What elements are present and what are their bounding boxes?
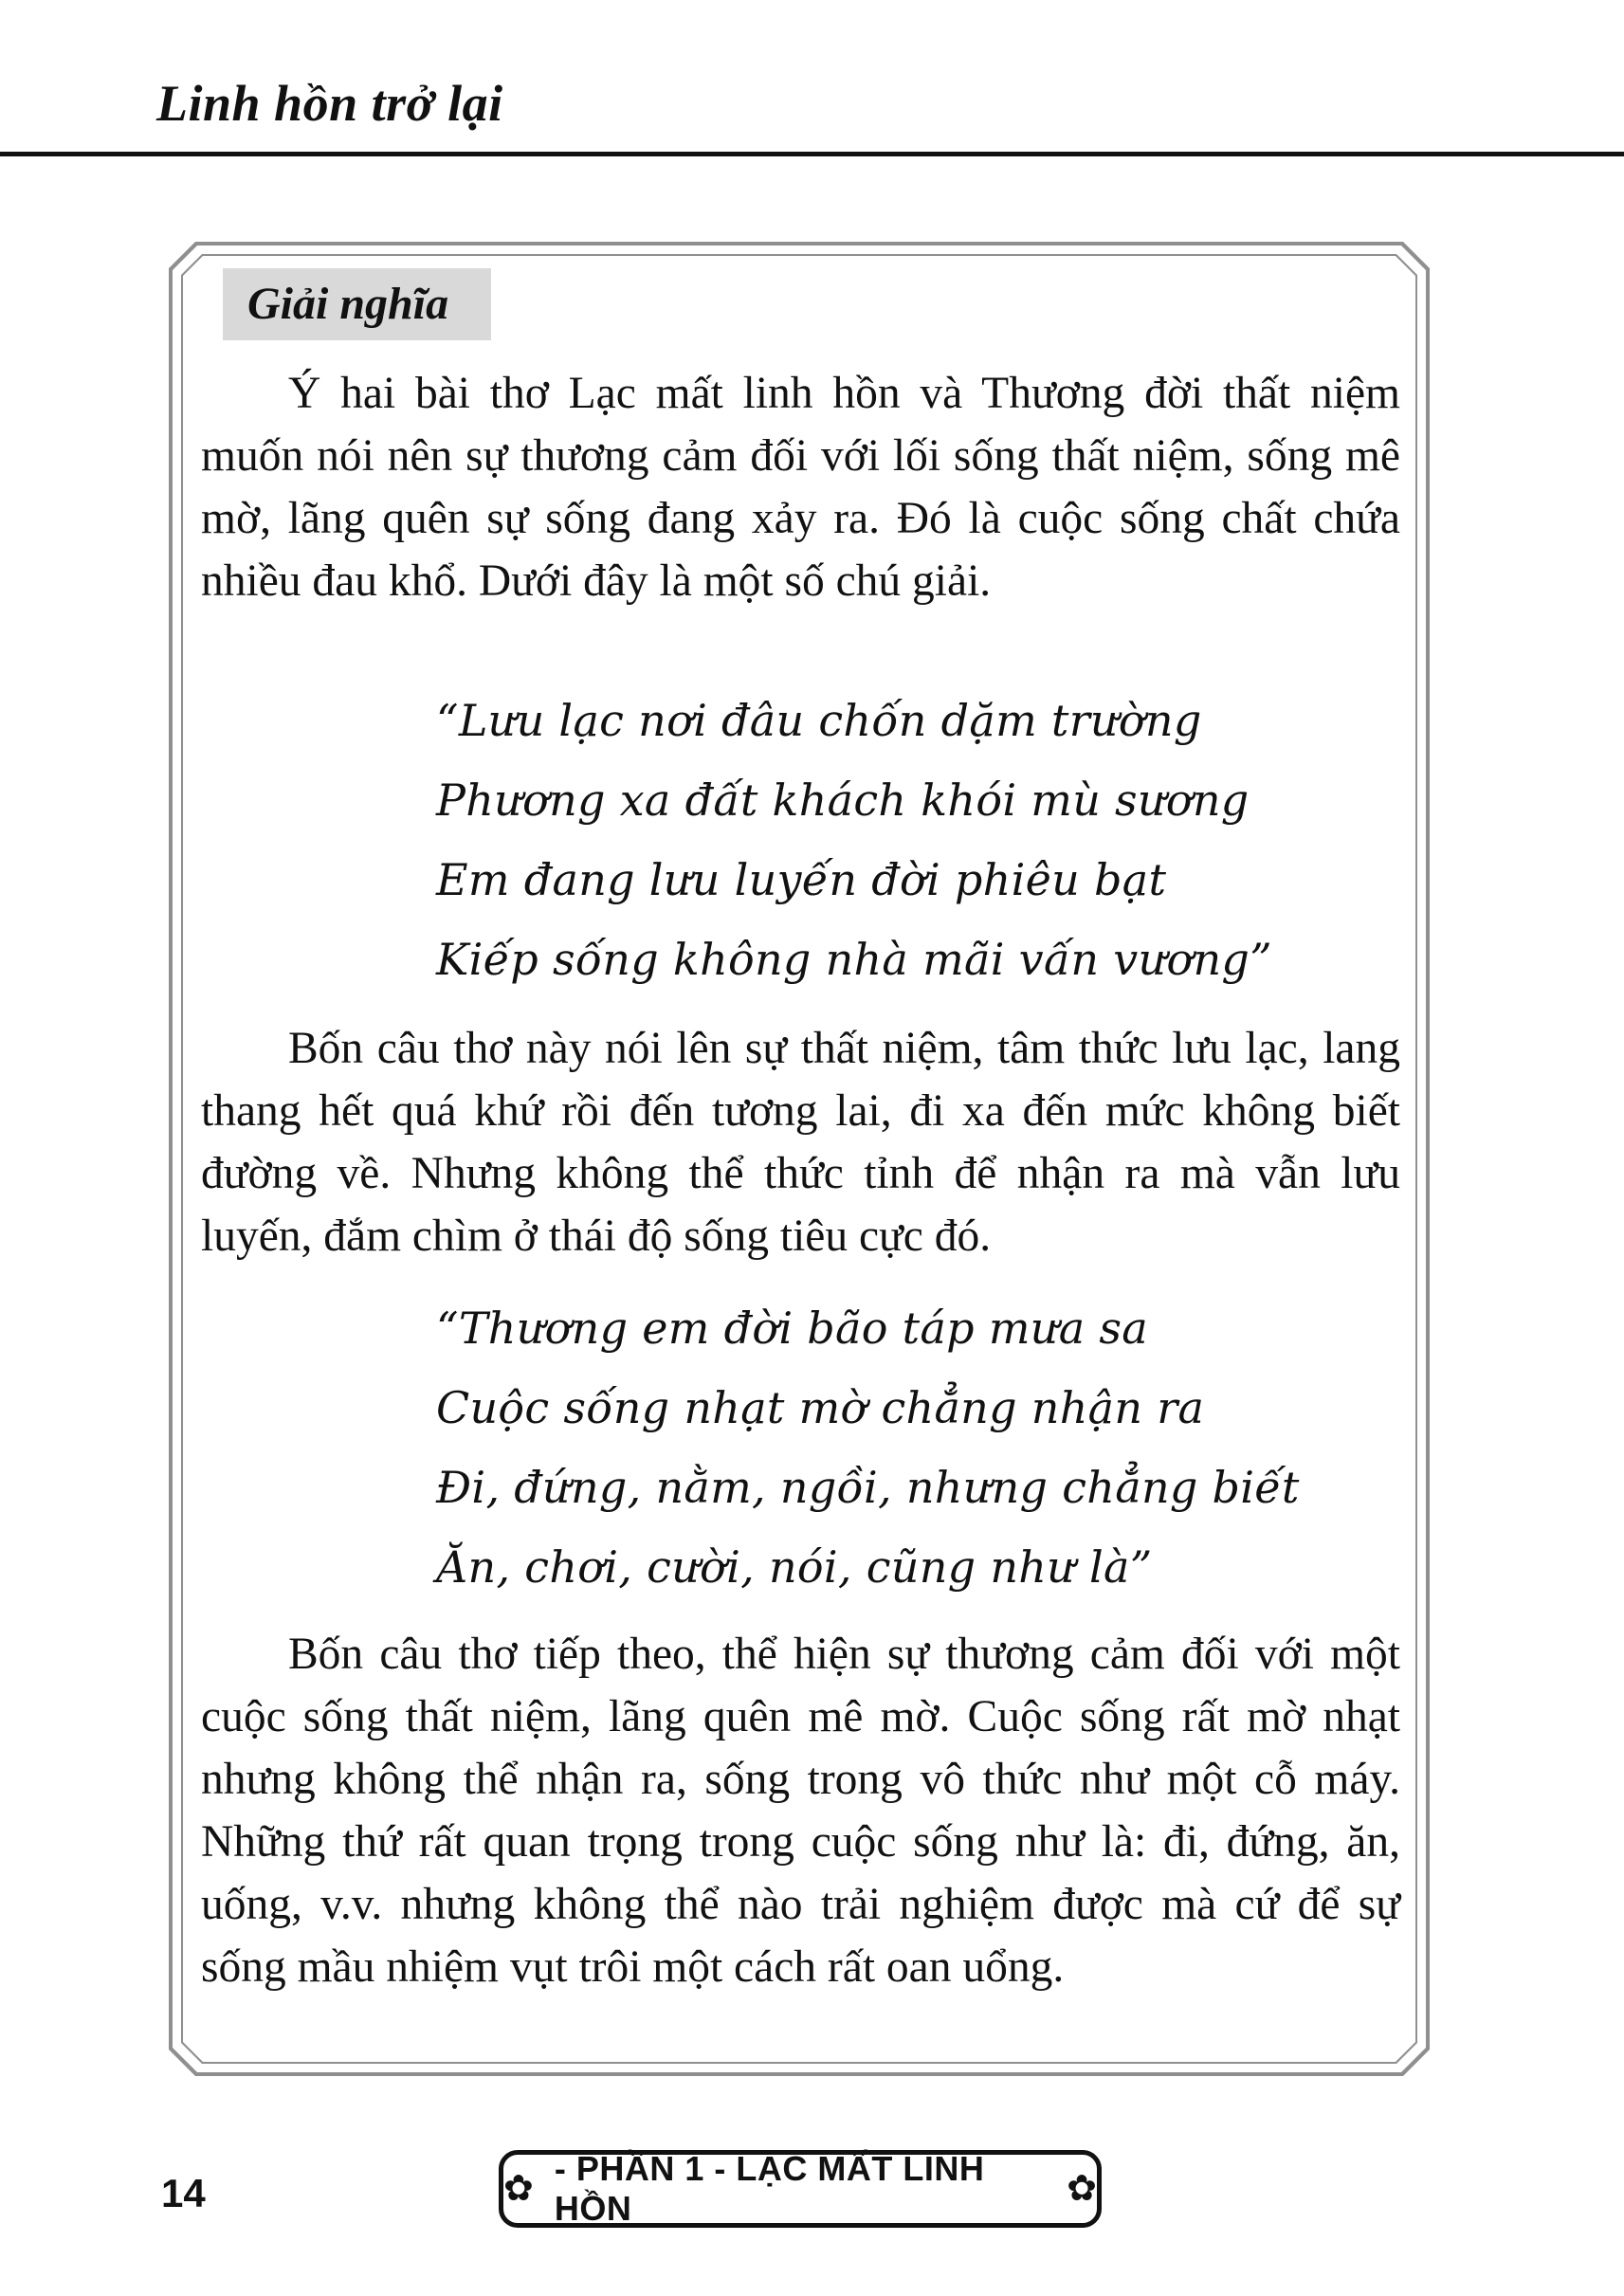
section-label: Giải nghĩa xyxy=(223,268,491,340)
flower-icon: ✿ xyxy=(503,2169,534,2209)
part-badge xyxy=(499,2150,1102,2228)
paragraph-commentary-2: Bốn câu thơ tiếp theo, thể hiện sự thương cảm đối với một cuộc sống thất niệm, lãng quên mê mờ. Cuộc sống rất mờ nhạt nhưng không thể nhận ra, sống trong vô thức như một cỗ máy. Những thứ rất quan trọng trong cuộc sống như là: đi, đứng, ăn, uống, v.v. nhưng không thể nào trải nghiệm được mà cứ để sự sống mầu nhiệm vụt trôi một cách rất oan uổng. xyxy=(201,1630,1400,1992)
part-label: - PHẦN 1 - LẠC MẤT LINH HỒN xyxy=(554,2149,985,2228)
poem-line: Cuộc sống nhạt mờ chẳng nhận ra xyxy=(436,1382,1205,1433)
running-title: Linh hồn trở lại xyxy=(156,75,503,132)
paragraph-intro: Ý hai bài thơ Lạc mất linh hồn và Thương đời thất niệm muốn nói nên sự thương cảm đối với lối sống thất niệm, sống mê mờ, lãng quên sự sống đang xảy ra. Đó là cuộc sống chất chứa nhiều đau khổ. Dưới đây là một số chú giải. xyxy=(201,369,1400,606)
paragraph-commentary-1: Bốn câu thơ này nói lên sự thất niệm, tâm thức lưu lạc, lang thang hết quá khứ rồi đến tương lai, đi xa đến mức không biết đường về. Nhưng không thể thức tỉnh để nhận ra mà vẫn lưu luyến, đắm chìm ở thái độ sống tiêu cực đó. xyxy=(201,1024,1400,1261)
header-rule xyxy=(0,152,1624,156)
poem-line: Em đang lưu luyến đời phiêu bạt xyxy=(436,854,1167,905)
poem-line: “Thương em đời bão táp mưa sa xyxy=(436,1303,1148,1354)
page-number: 14 xyxy=(161,2171,206,2215)
poem-line: Ăn, chơi, cười, nói, cũng như là” xyxy=(436,1541,1153,1593)
poem-line: Đi, đứng, nằm, ngồi, nhưng chẳng biết xyxy=(436,1462,1300,1513)
flower-icon: ✿ xyxy=(1067,2169,1097,2209)
poem-line: Kiếp sống không nhà mãi vấn vương” xyxy=(436,934,1272,985)
poem-line: Phương xa đất khách khói mù sương xyxy=(436,774,1250,826)
poem-stanza-1 xyxy=(436,681,1272,999)
poem-stanza-2 xyxy=(436,1288,1300,1607)
poem-line: “Lưu lạc nơi đâu chốn dặm trường xyxy=(436,695,1202,746)
